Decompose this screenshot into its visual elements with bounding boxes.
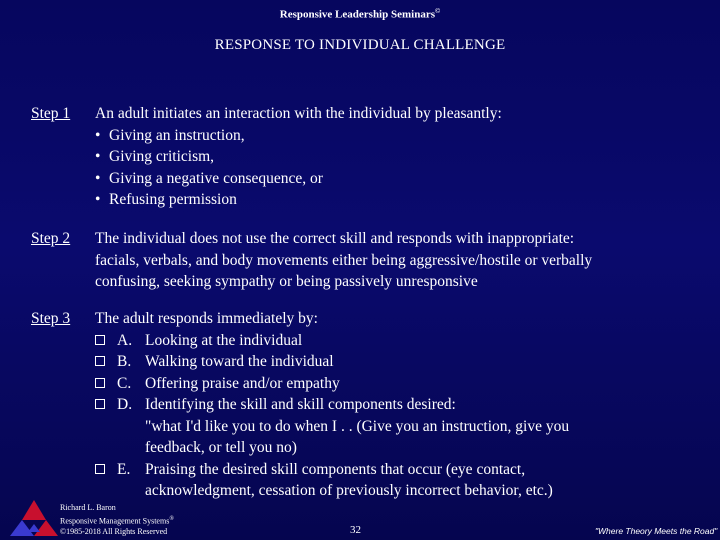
bullet-text: Giving a negative consequence, or [109, 169, 323, 187]
item-letter: D. [117, 396, 133, 413]
bullet-text: Refusing permission [109, 191, 237, 208]
checkbox-list [95, 330, 695, 502]
item-text: Walking toward the individual [145, 353, 334, 370]
item-letter: B. [117, 353, 132, 370]
seminar-name: Responsive Leadership Seminars [279, 8, 435, 21]
item-text: acknowledgment, cessation of previously incorrect behavior, etc.) [145, 482, 553, 499]
step-body [95, 103, 695, 211]
company-logo-icon [6, 498, 62, 538]
list-item [95, 146, 695, 168]
company-name-line [60, 514, 174, 527]
checkbox-icon [95, 335, 105, 345]
step-line: The individual does not use the correct skill and responds with inappropriate: [95, 230, 575, 247]
bullet-text: Giving criticism, [109, 148, 215, 165]
list-item [95, 351, 695, 373]
step-line: confusing, seeking sympathy or being passively unresponsive [95, 273, 478, 290]
step-lead: The adult responds immediately by: [95, 310, 318, 327]
step-line: facials, verbals, and body movements either being aggressive/hostile or verbally [95, 251, 593, 269]
bullet-icon: • [95, 148, 101, 165]
step-body [95, 228, 715, 293]
registered-mark: ® [169, 515, 174, 522]
copyright-mark: © [435, 7, 441, 15]
step-label: Step 3 [31, 310, 71, 327]
list-item [95, 168, 695, 190]
step-label: Step 2 [31, 230, 71, 247]
item-text: "what I'd like you to do when I . . (Give you an instruction, give you [145, 417, 570, 435]
item-text: feedback, or tell you no) [145, 439, 297, 456]
item-letter: C. [117, 374, 132, 392]
tagline: "Where Theory Meets the Road" [595, 526, 718, 536]
step-lead: An adult initiates an interaction with the individual by pleasantly: [95, 105, 502, 122]
list-item [95, 459, 695, 502]
list-item [95, 125, 695, 147]
item-letter: E. [117, 460, 131, 478]
slide-title: RESPONSE TO INDIVIDUAL CHALLENGE [214, 37, 506, 53]
checkbox-icon [95, 399, 105, 409]
checkbox-icon [95, 464, 105, 474]
item-text: Praising the desired skill components that occur (eye contact, [145, 460, 526, 478]
bullet-icon: • [95, 191, 101, 208]
seminar-header [0, 7, 720, 21]
footer-credits [60, 503, 174, 537]
item-letter: A. [117, 331, 133, 349]
company-name: Responsive Management Systems [60, 516, 170, 526]
step-label: Step 1 [31, 105, 71, 122]
author-name: Richard L. Baron [60, 503, 116, 512]
copyright-notice: ©1985-2018 All Rights Reserved [60, 526, 168, 536]
list-item [95, 330, 695, 352]
bullet-icon: • [95, 126, 101, 144]
bullet-list [95, 125, 695, 211]
item-text: Looking at the individual [145, 331, 303, 349]
checkbox-icon [95, 356, 105, 366]
list-item [95, 394, 695, 459]
item-text: Identifying the skill and skill components desired: [145, 396, 456, 413]
step-body [95, 308, 695, 502]
bullet-text: Giving an instruction, [109, 126, 245, 144]
bullet-icon: • [95, 169, 101, 187]
list-item [95, 373, 695, 395]
checkbox-icon [95, 378, 105, 388]
item-text: Offering praise and/or empathy [145, 374, 340, 392]
page-number: 32 [350, 524, 361, 536]
list-item [95, 189, 695, 211]
